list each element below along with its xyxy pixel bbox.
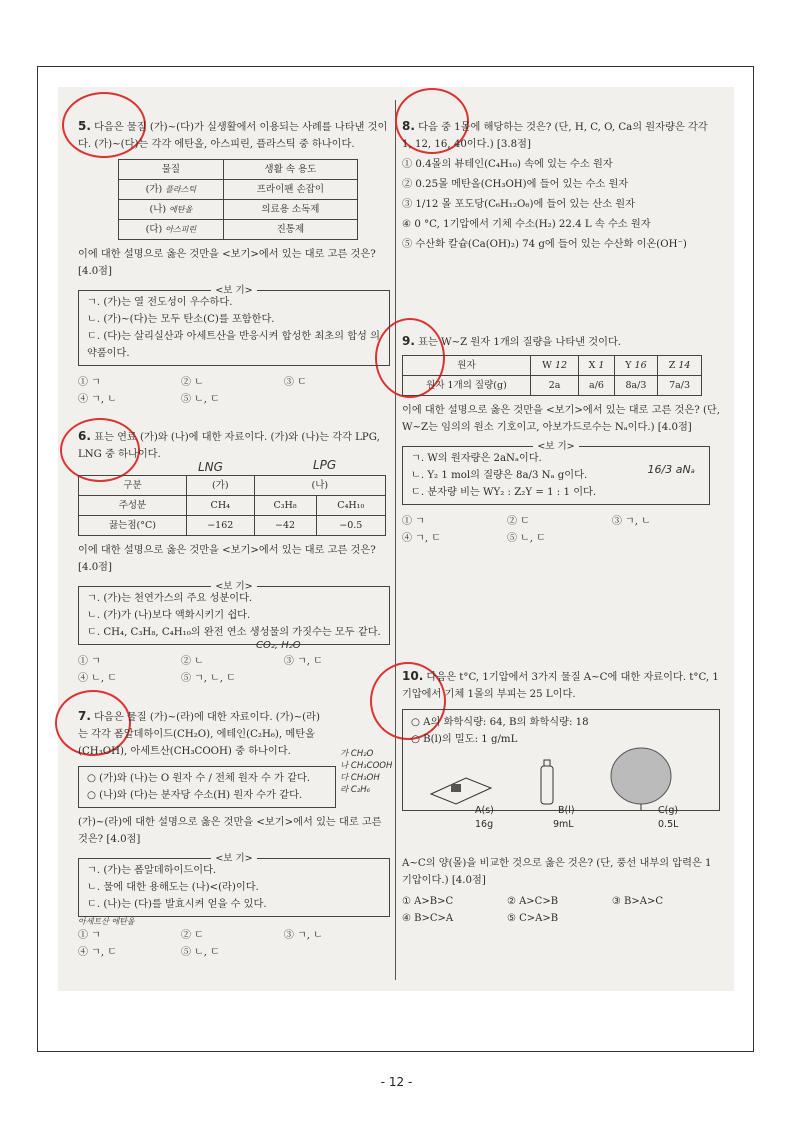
figure-label: C(g) (658, 805, 679, 816)
table-header: (나) (254, 476, 385, 496)
bogi-item: ㄷ. (다)는 살리실산과 아세트산을 반응시켜 합성한 최초의 합성 의약품이다. (87, 331, 380, 359)
choice[interactable]: ② ㄴ (180, 377, 204, 388)
table-cell: 2a (530, 376, 578, 396)
bogi-item: ㄴ. Y₂ 1 mol의 질량은 8a/3 Nₐ g이다. (411, 470, 588, 481)
choice[interactable]: ③ ㄱ, ㄴ (611, 516, 651, 527)
table-header: Z (668, 360, 676, 371)
bogi-title: <보 기> (211, 285, 256, 296)
table-cell: 8a/3 (614, 376, 657, 396)
question-ask: 이에 대한 설명으로 옳은 것만을 <보기>에서 있는 대로 고른 것은? (단, W~Z는 임의의 원소 기호이고, 아보가드로수는 Nₐ이다.) [4.0점] (402, 405, 720, 433)
handwritten-note: 플라스틱 (165, 185, 197, 194)
question-ask: 이에 대한 설명으로 옳은 것만을 <보기>에서 있는 대로 고른 것은? [4.0점] (78, 545, 376, 573)
table-cell: CH₄ (186, 496, 254, 516)
choice[interactable]: ① A>B>C (402, 896, 454, 907)
question-text: 다음은 t°C, 1기압에서 3가지 물질 A~C에 대한 자료이다. t°C, 1기압에서 기체 1몰의 부피는 25 L이다. (402, 672, 719, 700)
table-cell: a/6 (579, 376, 614, 396)
question-ask: A~C의 양(몰)을 비교한 것으로 옳은 것은? (단, 풍선 내부의 압력은 1기압이다.) [4.0점] (402, 858, 712, 886)
table-header: W (542, 360, 552, 371)
table-header: Y (625, 360, 632, 371)
table-cell: 원자 1개의 질량(g) (403, 376, 531, 396)
choice[interactable]: ④ ㄱ, ㄴ (78, 394, 117, 405)
handwritten-note: 에탄올 (169, 205, 193, 214)
bogi-item: ㄴ. (가)~(다)는 모두 탄소(C)를 포함한다. (87, 314, 275, 325)
question-5 (78, 118, 390, 408)
choice[interactable]: ② A>C>B (506, 896, 559, 907)
question-6 (78, 428, 390, 687)
question-ask: (가)~(라)에 대한 설명으로 옳은 것만을 <보기>에서 있는 대로 고른 것은? [4.0점] (78, 817, 382, 845)
question-text: 표는 W~Z 원자 1개의 질량을 나타낸 것이다. (418, 337, 622, 348)
handwritten-note: LPG (313, 458, 337, 472)
mass-table (402, 355, 702, 396)
table-cell: 주성분 (79, 496, 187, 516)
condition: ○ (가)와 (나)는 O 원자 수 / 전체 원자 수 가 같다. (87, 773, 311, 784)
answer-choices (78, 927, 390, 961)
question-number: 9. (402, 334, 415, 348)
choice[interactable]: ④ ㄱ, ㄷ (402, 533, 441, 544)
bogi-item: ㄴ. (가)가 (나)보다 액화시키기 쉽다. (87, 610, 251, 621)
choice[interactable]: ② ㄷ (506, 516, 530, 527)
handwritten-note: LNG (198, 460, 223, 474)
fuel-table (78, 475, 386, 536)
table-header: (가) (186, 476, 254, 496)
condition-box (78, 766, 336, 808)
choice[interactable]: ⑤ ㄴ, ㄷ (180, 947, 220, 958)
question-text: 다음 중 1몰에 해당하는 것은? (단, H, C, O, Ca의 원자량은 각각 1, 12, 16, 40이다.) [3.8점] (402, 122, 708, 150)
condition: ○ (나)와 (다)는 분자당 수소(H) 원자 수가 같다. (87, 790, 303, 801)
bogi-box (78, 853, 390, 917)
solid-a-shape (451, 784, 461, 792)
question-10 (402, 668, 720, 927)
choice[interactable]: ① ㄱ (78, 656, 101, 667)
table-header: X (588, 360, 596, 371)
question-ask: 이에 대한 설명으로 옳은 것만을 <보기>에서 있는 대로 고른 것은? [4.0점] (78, 249, 376, 277)
question-text: 다음은 물질 (가)~(라)에 대한 자료이다. (가)~(라)는 각각 폼알데하이드(CH₂O), 에테인(C₂H₆), 메탄올(CH₃OH), 아세트산(CH₃COOH) 중 하나이다. (78, 712, 320, 757)
choice[interactable]: ③ ㄷ (283, 377, 307, 388)
choice[interactable]: ① ㄱ (402, 516, 425, 527)
choice[interactable]: ⑤ C>A>B (506, 913, 559, 924)
figure-label: B(l) (558, 805, 575, 816)
bogi-item: ㄱ. (가)는 폼알데하이드이다. (87, 865, 217, 876)
handwritten-note: 나 CH₃COOH (340, 761, 393, 771)
choice[interactable]: ③ ㄱ, ㄷ (283, 656, 323, 667)
choice[interactable]: ② ㄴ (180, 656, 204, 667)
figure-label: 0.5L (658, 819, 679, 830)
page-number: - 12 - (380, 1075, 413, 1089)
choice[interactable]: ③ ㄱ, ㄴ (283, 930, 323, 941)
choice[interactable]: ② 0.25몰 메탄올(CH₃OH)에 들어 있는 수소 원자 (402, 179, 629, 190)
answer-choices (78, 653, 390, 687)
info-line: ○ B(l)의 밀도: 1 g/mL (411, 734, 518, 745)
bogi-title: <보 기> (533, 441, 578, 452)
answer-choices (402, 513, 720, 547)
table-cell: (다) (145, 224, 163, 235)
table-header: 생활 속 용도 (223, 160, 357, 180)
figure-label: 9mL (553, 819, 574, 830)
table-header: 원자 (403, 356, 531, 376)
bogi-item: ㄱ. (가)는 천연가스의 주요 성분이다. (87, 593, 253, 604)
table-cell: −0.5 (316, 516, 385, 536)
bottle-shape (541, 766, 553, 804)
answer-choices (78, 374, 390, 408)
question-number: 5. (78, 119, 91, 133)
choice[interactable]: ④ 0 °C, 1기압에서 기체 수소(H₂) 22.4 L 속 수소 원자 (402, 219, 651, 230)
bogi-item: ㄷ. CH₄, C₃H₈, C₄H₁₀의 완전 연소 생성물의 가짓수는 모두 같다. (87, 627, 381, 638)
usage-table (118, 159, 358, 240)
choice[interactable]: ④ ㄱ, ㄷ (78, 947, 117, 958)
table-header: 물질 (119, 160, 224, 180)
choice[interactable]: ③ 1/12 몰 포도당(C₆H₁₂O₆)에 들어 있는 산소 원자 (402, 199, 635, 210)
info-line: ○ A의 화학식량: 64, B의 화학식량: 18 (411, 717, 589, 728)
bogi-item: ㄴ. 물에 대한 용해도는 (나)<(라)이다. (87, 882, 259, 893)
table-cell: 진통제 (223, 220, 357, 240)
choice[interactable]: ① ㄱ (78, 930, 101, 941)
bogi-box (78, 285, 390, 366)
choice[interactable]: ④ B>C>A (402, 913, 454, 924)
table-cell: −42 (254, 516, 316, 536)
table-cell: 의료용 소독제 (223, 200, 357, 220)
bogi-title: <보 기> (211, 581, 256, 592)
bogi-box (402, 441, 710, 505)
handwritten-note: 아스피린 (165, 225, 197, 234)
choice[interactable]: ② ㄷ (180, 930, 204, 941)
table-cell: (가) (145, 184, 163, 195)
figure-label: 16g (475, 819, 494, 830)
choice[interactable]: ⑤ ㄴ, ㄷ (180, 394, 220, 405)
handwritten-note: 아세트산 에탄올 (78, 917, 135, 926)
bogi-item: ㄷ. (나)는 (다)를 발효시켜 얻을 수 있다. (87, 899, 267, 910)
choice[interactable]: ⑤ ㄱ, ㄴ, ㄷ (180, 673, 236, 684)
choice[interactable]: ④ ㄴ, ㄷ (78, 673, 117, 684)
table-cell: 끓는점(°C) (79, 516, 187, 536)
question-number: 8. (402, 119, 415, 133)
table-cell: C₄H₁₀ (316, 496, 385, 516)
question-text: 다음은 물질 (가)~(다)가 실생활에서 이용되는 사례를 나타낸 것이다. (가)~(다)는 각각 에탄올, 아스피린, 플라스틱 중 하나이다. (78, 122, 388, 150)
handwritten-note: 16 (634, 360, 647, 371)
handwritten-note: 가 CH₂O (340, 749, 374, 759)
bogi-item: ㄷ. 분자량 비는 WY₂ : Z₂Y = 1 : 1 이다. (411, 487, 597, 498)
handwritten-note: CO₂, H₂O (256, 640, 301, 651)
answer-choices (402, 893, 720, 927)
question-7 (78, 708, 393, 961)
table-cell: (나) (149, 204, 167, 215)
choice[interactable]: ① ㄱ (78, 377, 101, 388)
table-cell: 프라이팬 손잡이 (223, 180, 357, 200)
question-number: 10. (402, 669, 424, 683)
question-8 (402, 118, 720, 253)
handwritten-note: 14 (678, 360, 691, 371)
question-9 (402, 333, 720, 547)
figure-a-b-c (411, 746, 711, 810)
choice[interactable]: ③ B>A>C (611, 896, 663, 907)
bogi-title: <보 기> (211, 853, 256, 864)
table-cell: C₃H₈ (254, 496, 316, 516)
choice[interactable]: ① 0.4몰의 뷰테인(C₄H₁₀) 속에 있는 수소 원자 (402, 159, 613, 170)
table-cell: 7a/3 (658, 376, 702, 396)
table-header: 구분 (79, 476, 187, 496)
bogi-item: ㄱ. W의 원자량은 2aNₐ이다. (411, 453, 542, 464)
question-number: 6. (78, 429, 91, 443)
question-number: 7. (78, 709, 91, 723)
choice[interactable]: ⑤ ㄴ, ㄷ (506, 533, 546, 544)
handwritten-note: 라 C₂H₆ (340, 785, 371, 795)
handwritten-note: 다 CH₃OH (340, 773, 380, 783)
handwritten-note: 16/3 aNₐ (647, 463, 695, 476)
column-divider (395, 100, 396, 980)
bogi-box (78, 581, 390, 645)
table-cell: −162 (186, 516, 254, 536)
handwritten-note: 1 (598, 360, 605, 371)
choice[interactable]: ⑤ 수산화 칼슘(Ca(OH)₂) 74 g에 들어 있는 수산화 이온(OH⁻) (402, 239, 687, 250)
question-text: 표는 연료 (가)와 (나)에 대한 자료이다. (가)와 (나)는 각각 LPG, LNG 중 하나이다. (78, 432, 380, 460)
balloon-shape (611, 748, 671, 804)
handwritten-note: 12 (554, 360, 568, 371)
data-box (402, 709, 720, 830)
bogi-item: ㄱ. (가)는 열 전도성이 우수하다. (87, 297, 233, 308)
figure-label: A(s) (475, 805, 494, 816)
